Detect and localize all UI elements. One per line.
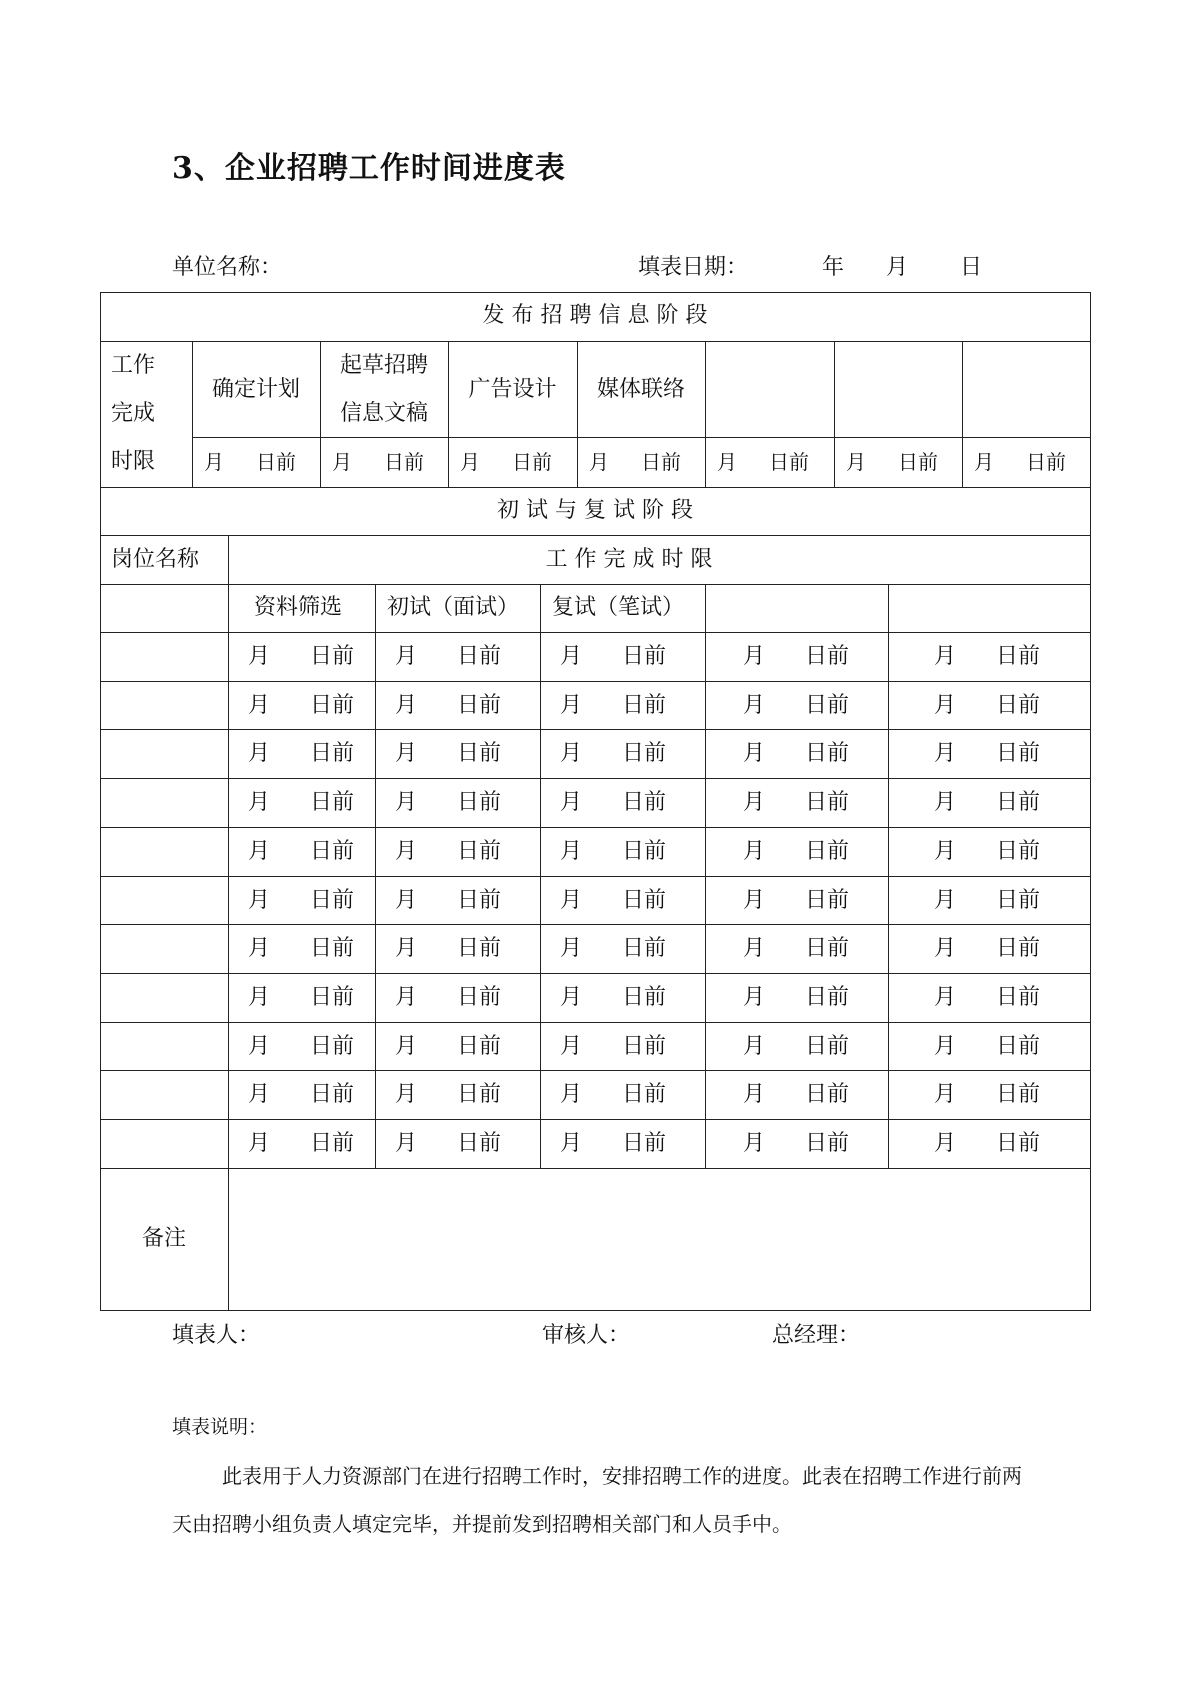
month-mark: 月 bbox=[934, 985, 957, 1010]
month-mark: 月 bbox=[395, 790, 418, 815]
table-vline bbox=[192, 341, 193, 487]
table-vline bbox=[448, 341, 449, 487]
day-before-mark: 日前 bbox=[457, 790, 502, 815]
day-before-mark: 日前 bbox=[310, 1131, 355, 1156]
day-before-mark: 日前 bbox=[805, 888, 850, 913]
day-before-mark: 日前 bbox=[805, 790, 850, 815]
day-before-mark: 日前 bbox=[805, 644, 850, 669]
table-row-line bbox=[100, 1168, 1090, 1169]
reviewer-label: 审核人： bbox=[542, 1323, 631, 1348]
month-mark: 月 bbox=[395, 644, 418, 669]
day-before-mark: 日前 bbox=[310, 839, 355, 864]
day-before-mark: 日前 bbox=[805, 741, 850, 766]
date-year: 年 bbox=[822, 255, 845, 280]
day-before-mark: 日前 bbox=[996, 1034, 1041, 1059]
day-before-mark: 日前 bbox=[457, 1034, 502, 1059]
month-mark: 月 bbox=[248, 644, 271, 669]
month-mark: 月 bbox=[560, 1034, 583, 1059]
month-mark: 月 bbox=[934, 1082, 957, 1107]
table-row-line bbox=[100, 876, 1090, 877]
month-mark: 月 bbox=[395, 888, 418, 913]
day-before-mark: 日前 bbox=[996, 1131, 1041, 1156]
day-before-mark: 日前 bbox=[996, 985, 1041, 1010]
month-mark: 月 bbox=[248, 1034, 271, 1059]
deadline-label: 工 作 完 成 时 限 bbox=[545, 547, 713, 572]
day-before-mark: 日前 bbox=[1026, 450, 1066, 474]
month-mark: 月 bbox=[248, 839, 271, 864]
month-mark: 月 bbox=[460, 450, 480, 474]
month-mark: 月 bbox=[332, 450, 352, 474]
month-mark: 月 bbox=[560, 790, 583, 815]
table-vline bbox=[577, 341, 578, 487]
month-mark: 月 bbox=[395, 1082, 418, 1107]
filler-label: 填表人： bbox=[172, 1323, 261, 1348]
month-mark: 月 bbox=[743, 985, 766, 1010]
month-mark: 月 bbox=[248, 1082, 271, 1107]
month-mark: 月 bbox=[248, 936, 271, 961]
table-left-border bbox=[100, 292, 101, 1311]
general-manager-label: 总经理： bbox=[772, 1323, 861, 1348]
day-before-mark: 日前 bbox=[996, 839, 1041, 864]
day-before-mark: 日前 bbox=[457, 936, 502, 961]
section1-row-label: 工作 bbox=[111, 353, 156, 378]
fill-date-label: 填表日期： bbox=[638, 255, 749, 280]
day-before-mark: 日前 bbox=[622, 1131, 667, 1156]
day-before-mark: 日前 bbox=[310, 936, 355, 961]
month-mark: 月 bbox=[717, 450, 737, 474]
month-mark: 月 bbox=[560, 741, 583, 766]
day-before-mark: 日前 bbox=[457, 1131, 502, 1156]
month-mark: 月 bbox=[934, 839, 957, 864]
month-mark: 月 bbox=[560, 985, 583, 1010]
month-mark: 月 bbox=[395, 985, 418, 1010]
month-mark: 月 bbox=[560, 888, 583, 913]
day-before-mark: 日前 bbox=[622, 888, 667, 913]
month-mark: 月 bbox=[395, 839, 418, 864]
day-before-mark: 日前 bbox=[457, 839, 502, 864]
month-mark: 月 bbox=[560, 1131, 583, 1156]
day-before-mark: 日前 bbox=[457, 1082, 502, 1107]
day-before-mark: 日前 bbox=[996, 888, 1041, 913]
day-before-mark: 日前 bbox=[457, 985, 502, 1010]
notes-title: 填表说明： bbox=[172, 1416, 268, 1438]
day-before-mark: 日前 bbox=[310, 985, 355, 1010]
day-before-mark: 日前 bbox=[805, 839, 850, 864]
day-before-mark: 日前 bbox=[622, 644, 667, 669]
table-row-line bbox=[100, 827, 1090, 828]
day-before-mark: 日前 bbox=[996, 741, 1041, 766]
month-mark: 月 bbox=[560, 1082, 583, 1107]
month-mark: 月 bbox=[934, 693, 957, 718]
month-mark: 月 bbox=[248, 741, 271, 766]
unit-name-label: 单位名称： bbox=[172, 255, 283, 280]
day-before-mark: 日前 bbox=[805, 1131, 850, 1156]
day-before-mark: 日前 bbox=[622, 790, 667, 815]
stage-column-header: 复试（笔试） bbox=[552, 595, 685, 620]
month-mark: 月 bbox=[934, 741, 957, 766]
date-day: 日 bbox=[960, 255, 983, 280]
day-before-mark: 日前 bbox=[996, 1082, 1041, 1107]
month-mark: 月 bbox=[395, 1131, 418, 1156]
section1-title: 发 布 招 聘 信 息 阶 段 bbox=[482, 303, 708, 328]
day-before-mark: 日前 bbox=[310, 741, 355, 766]
month-mark: 月 bbox=[589, 450, 609, 474]
table-hline bbox=[100, 584, 1090, 585]
stage-column-header: 资料筛选 bbox=[254, 595, 343, 620]
task-label: 媒体联络 bbox=[596, 377, 686, 402]
stage-column-header: 初试（面试） bbox=[387, 595, 520, 620]
section2-title: 初 试 与 复 试 阶 段 bbox=[497, 498, 693, 523]
table-hline bbox=[100, 632, 1090, 633]
table-row-line bbox=[100, 973, 1090, 974]
day-before-mark: 日前 bbox=[622, 839, 667, 864]
month-mark: 月 bbox=[743, 741, 766, 766]
day-before-mark: 日前 bbox=[457, 888, 502, 913]
day-before-mark: 日前 bbox=[310, 1082, 355, 1107]
notes-line-1: 此表用于人力资源部门在进行招聘工作时，安排招聘工作的进度。此表在招聘工作进行前两 bbox=[222, 1464, 1022, 1488]
month-mark: 月 bbox=[846, 450, 866, 474]
day-before-mark: 日前 bbox=[622, 693, 667, 718]
position-name-label: 岗位名称 bbox=[111, 547, 200, 572]
month-mark: 月 bbox=[248, 790, 271, 815]
day-before-mark: 日前 bbox=[256, 450, 296, 474]
month-mark: 月 bbox=[560, 644, 583, 669]
month-mark: 月 bbox=[974, 450, 994, 474]
table-row-line bbox=[100, 1022, 1090, 1023]
month-mark: 月 bbox=[204, 450, 224, 474]
month-mark: 月 bbox=[743, 693, 766, 718]
day-before-mark: 日前 bbox=[769, 450, 809, 474]
month-mark: 月 bbox=[560, 693, 583, 718]
day-before-mark: 日前 bbox=[805, 936, 850, 961]
day-before-mark: 日前 bbox=[641, 450, 681, 474]
day-before-mark: 日前 bbox=[996, 644, 1041, 669]
day-before-mark: 日前 bbox=[996, 693, 1041, 718]
month-mark: 月 bbox=[743, 936, 766, 961]
month-mark: 月 bbox=[743, 839, 766, 864]
day-before-mark: 日前 bbox=[805, 985, 850, 1010]
day-before-mark: 日前 bbox=[310, 790, 355, 815]
day-before-mark: 日前 bbox=[310, 1034, 355, 1059]
day-before-mark: 日前 bbox=[898, 450, 938, 474]
day-before-mark: 日前 bbox=[622, 1034, 667, 1059]
day-before-mark: 日前 bbox=[457, 644, 502, 669]
task-label: 广告设计 bbox=[468, 377, 557, 402]
day-before-mark: 日前 bbox=[622, 936, 667, 961]
month-mark: 月 bbox=[934, 888, 957, 913]
day-before-mark: 日前 bbox=[384, 450, 424, 474]
remarks-label: 备注 bbox=[141, 1226, 187, 1251]
table-hline bbox=[192, 437, 1090, 438]
table-row-line bbox=[100, 681, 1090, 682]
month-mark: 月 bbox=[248, 693, 271, 718]
table-row-line bbox=[100, 1070, 1090, 1071]
month-mark: 月 bbox=[560, 839, 583, 864]
month-mark: 月 bbox=[395, 741, 418, 766]
month-mark: 月 bbox=[248, 888, 271, 913]
month-mark: 月 bbox=[934, 1034, 957, 1059]
notes-line-2: 天由招聘小组负责人填定完毕，并提前发到招聘相关部门和人员手中。 bbox=[172, 1512, 792, 1536]
month-mark: 月 bbox=[248, 1131, 271, 1156]
day-before-mark: 日前 bbox=[457, 693, 502, 718]
table-row-line bbox=[100, 1119, 1090, 1120]
day-before-mark: 日前 bbox=[805, 1082, 850, 1107]
day-before-mark: 日前 bbox=[622, 985, 667, 1010]
table-vline bbox=[705, 341, 706, 487]
task-label: 信息文稿 bbox=[339, 401, 429, 426]
month-mark: 月 bbox=[743, 888, 766, 913]
month-mark: 月 bbox=[560, 936, 583, 961]
section1-row-label: 完成 bbox=[111, 401, 156, 426]
month-mark: 月 bbox=[934, 936, 957, 961]
month-mark: 月 bbox=[743, 1131, 766, 1156]
day-before-mark: 日前 bbox=[310, 693, 355, 718]
month-mark: 月 bbox=[743, 644, 766, 669]
day-before-mark: 日前 bbox=[457, 741, 502, 766]
date-month: 月 bbox=[886, 255, 909, 280]
table-hline bbox=[100, 341, 1090, 342]
day-before-mark: 日前 bbox=[622, 1082, 667, 1107]
month-mark: 月 bbox=[934, 1131, 957, 1156]
table-row-line bbox=[100, 729, 1090, 730]
month-mark: 月 bbox=[743, 790, 766, 815]
month-mark: 月 bbox=[395, 936, 418, 961]
section1-row-label: 时限 bbox=[111, 449, 156, 474]
month-mark: 月 bbox=[743, 1034, 766, 1059]
table-vline bbox=[228, 535, 229, 1310]
table-bottom-border bbox=[100, 1310, 1090, 1311]
month-mark: 月 bbox=[743, 1082, 766, 1107]
task-label: 起草招聘 bbox=[339, 353, 429, 378]
table-vline bbox=[320, 341, 321, 487]
day-before-mark: 日前 bbox=[310, 888, 355, 913]
table-right-border bbox=[1090, 292, 1091, 1311]
month-mark: 月 bbox=[248, 985, 271, 1010]
day-before-mark: 日前 bbox=[805, 693, 850, 718]
day-before-mark: 日前 bbox=[512, 450, 552, 474]
table-vline bbox=[962, 341, 963, 487]
day-before-mark: 日前 bbox=[622, 741, 667, 766]
day-before-mark: 日前 bbox=[996, 790, 1041, 815]
table-vline bbox=[834, 341, 835, 487]
month-mark: 月 bbox=[934, 644, 957, 669]
page-title: 3、企业招聘工作时间进度表 bbox=[172, 151, 566, 186]
month-mark: 月 bbox=[934, 790, 957, 815]
table-row-line bbox=[100, 924, 1090, 925]
day-before-mark: 日前 bbox=[996, 936, 1041, 961]
task-label: 确定计划 bbox=[211, 377, 301, 402]
day-before-mark: 日前 bbox=[805, 1034, 850, 1059]
table-hline bbox=[100, 487, 1090, 488]
month-mark: 月 bbox=[395, 693, 418, 718]
table-top-border bbox=[100, 292, 1090, 293]
table-hline bbox=[100, 535, 1090, 536]
day-before-mark: 日前 bbox=[310, 644, 355, 669]
month-mark: 月 bbox=[395, 1034, 418, 1059]
table-row-line bbox=[100, 778, 1090, 779]
